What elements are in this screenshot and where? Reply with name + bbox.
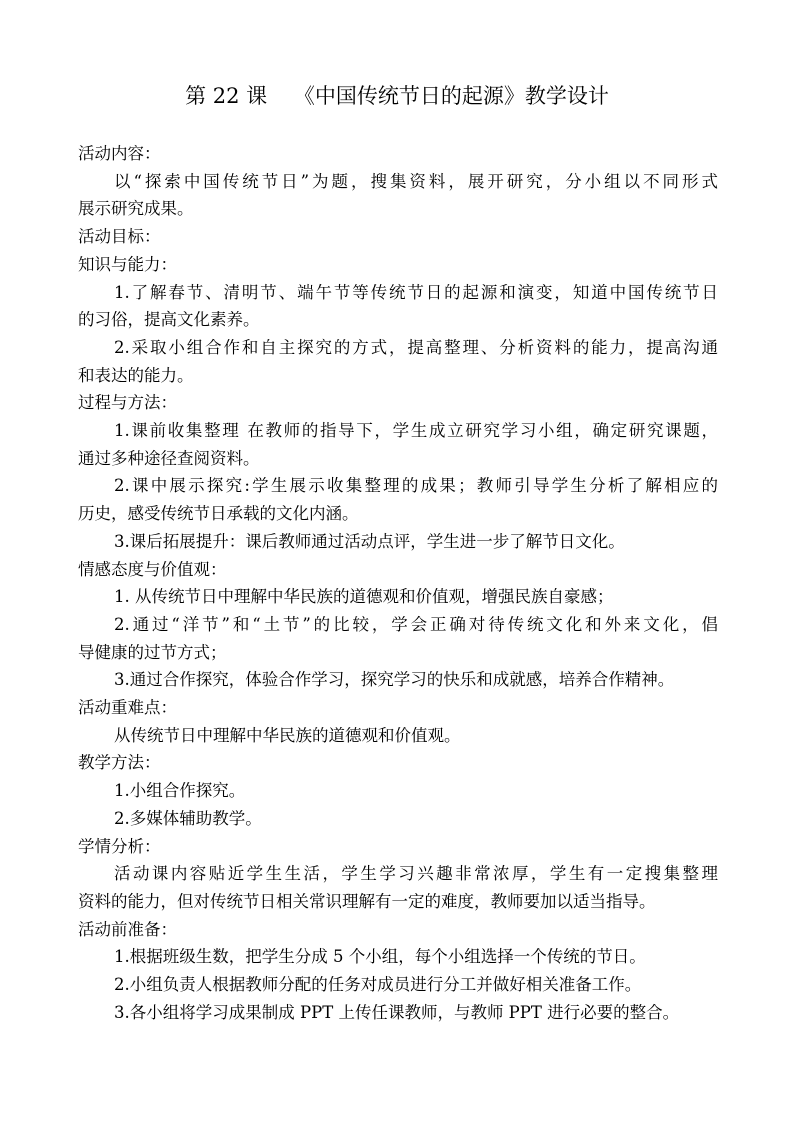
paragraph-line: 资料的能力，但对传统节日相关常识理解有一定的难度，教师要加以适当指导。 [78,891,656,911]
paragraph-line: 导健康的过节方式； [78,642,227,662]
document-title: 第 22 课 《中国传统节日的起源》教学设计 [185,84,609,108]
section-heading: 活动重难点： [78,698,177,718]
paragraph-line: 2.课中展示探究:学生展示收集整理的成果；教师引导学生分析了解相应的 [114,476,718,496]
paragraph-line: 3.通过合作探究，体验合作学习，探究学习的快乐和成就感，培养合作精神。 [114,670,675,690]
paragraph-line: 历史，感受传统节日承载的文化内涵。 [78,504,359,524]
paragraph-line: 1.了解春节、清明节、端午节等传统节日的起源和演变，知道中国传统节日 [114,282,718,302]
section-heading: 活动内容： [78,144,161,163]
paragraph-line: 的习俗，提高文化素养。 [78,310,260,330]
paragraph-line: 活动课内容贴近学生生活，学生学习兴趣非常浓厚，学生有一定搜集整理 [114,864,718,884]
paragraph-line: 从传统节日中理解中华民族的道德观和价值观。 [114,725,461,745]
section-heading: 教学方法： [78,753,161,773]
paragraph-line: 和表达的能力。 [78,365,194,385]
paragraph-line: 1.小组合作探究。 [114,781,246,801]
paragraph-line: 通过多种途径查阅资料。 [78,448,260,468]
section-heading: 过程与方法： [78,393,177,413]
paragraph-line: 2.小组负责人根据教师分配的任务对成员进行分工并做好相关准备工作。 [114,975,642,995]
section-heading: 活动前准备： [78,919,177,939]
paragraph-line: 3.课后拓展提升：课后教师通过活动点评，学生进一步了解节日文化。 [114,531,625,551]
document-body [78,140,718,1027]
paragraph-line: 展示研究成果。 [78,199,194,219]
paragraph-line: 2.采取小组合作和自主探究的方式，提高整理、分析资料的能力，提高沟通 [114,337,718,357]
section-heading: 活动目标： [78,227,161,247]
section-heading: 情感态度与价值观： [78,559,227,579]
section-heading: 知识与能力： [78,254,177,274]
paragraph-line: 1. 从传统节日中理解中华民族的道德观和价值观，增强民族自豪感； [114,587,614,607]
section-heading: 学情分析： [78,836,161,856]
paragraph-line: 以“探索中国传统节日”为题，搜集资料，展开研究，分小组以不同形式 [114,171,718,191]
paragraph-line: 2.通过“洋节”和“土节”的比较，学会正确对待传统文化和外来文化，倡 [114,614,718,634]
paragraph-line: 3.各小组将学习成果制成 PPT 上传任课教师，与教师 PPT 进行必要的整合。 [114,1002,680,1022]
paragraph-line: 1.课前收集整理 在教师的指导下，学生成立研究学习小组，确定研究课题， [114,421,718,441]
paragraph-line: 2.多媒体辅助教学。 [114,808,262,828]
paragraph-line: 1.根据班级生数，把学生分成 5 个小组，每个小组选择一个传统的节日。 [114,947,646,967]
